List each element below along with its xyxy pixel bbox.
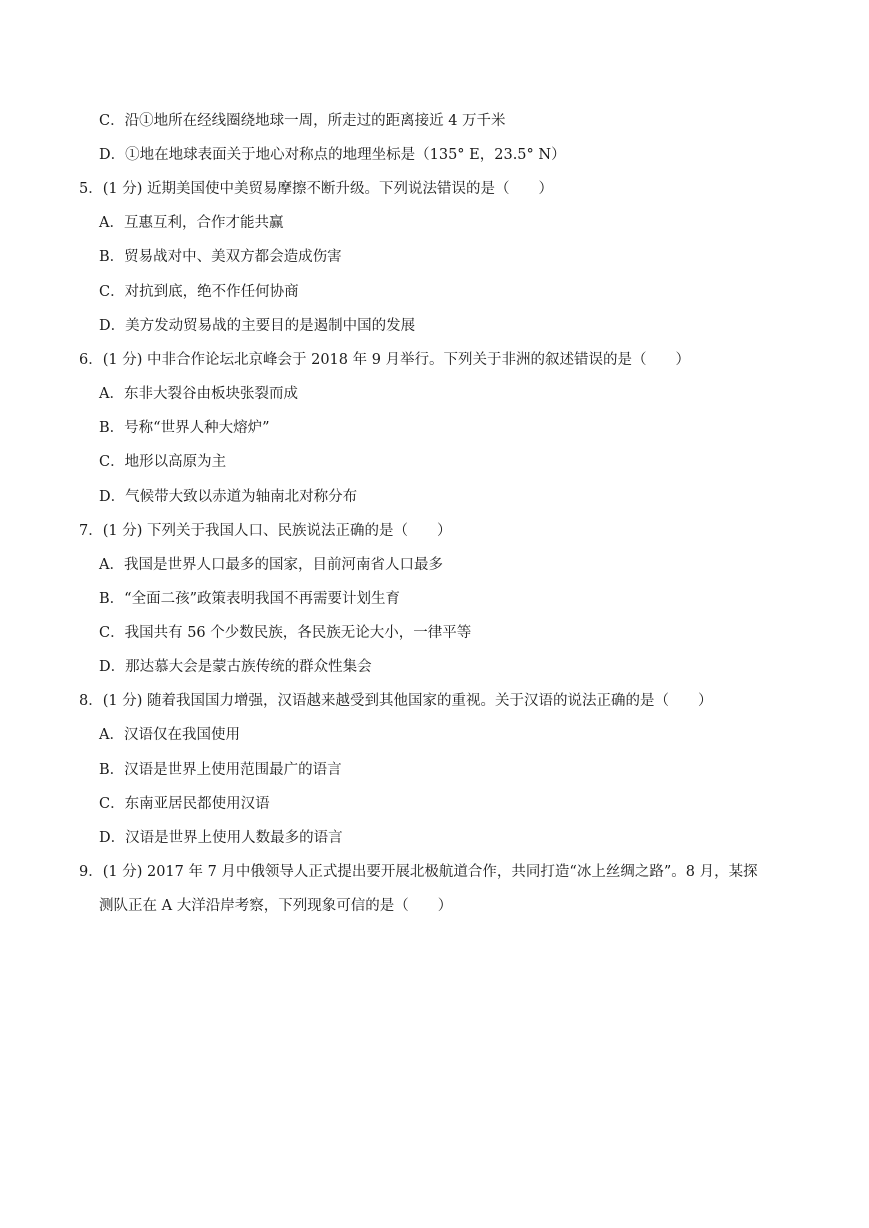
- q5-option-c: C．对抗到底，绝不作任何协商: [99, 284, 299, 300]
- q6-option-b: B．号称“世界人种大熔炉”: [99, 420, 270, 436]
- q5-option-a: A．互惠互利，合作才能共赢: [99, 215, 284, 231]
- q6-option-a: A．东非大裂谷由板块张裂而成: [99, 386, 298, 402]
- q6-option-c: C．地形以高原为主: [99, 454, 227, 470]
- q8-option-c: C．东南亚居民都使用汉语: [99, 796, 270, 812]
- q4-option-d: D．①地在地球表面关于地心对称点的地理坐标是（135° E，23.5° N）: [99, 147, 566, 163]
- q5-option-d: D．美方发动贸易战的主要目的是遏制中国的发展: [99, 318, 416, 334]
- q8-option-d: D．汉语是世界上使用人数最多的语言: [99, 830, 343, 846]
- q5-stem: 5．(1 分) 近期美国使中美贸易摩擦不断升级。下列说法错误的是（ ）: [79, 181, 553, 197]
- q9-stem-continued: 测队正在 A 大洋沿岸考察，下列现象可信的是（ ）: [99, 898, 453, 914]
- q6-option-d: D．气候带大致以赤道为轴南北对称分布: [99, 489, 358, 505]
- q8-option-b: B．汉语是世界上使用范围最广的语言: [99, 762, 342, 778]
- q6-stem: 6．(1 分) 中非合作论坛北京峰会于 2018 年 9 月举行。下列关于非洲的叙述错误的是（ ）: [79, 352, 691, 368]
- q7-option-c: C．我国共有 56 个少数民族，各民族无论大小，一律平等: [99, 625, 472, 641]
- q7-option-b: B．“全面二孩”政策表明我国不再需要计划生育: [99, 591, 400, 607]
- q7-option-d: D．那达慕大会是蒙古族传统的群众性集会: [99, 659, 372, 675]
- q8-option-a: A．汉语仅在我国使用: [99, 727, 240, 743]
- q7-option-a: A．我国是世界人口最多的国家，目前河南省人口最多: [99, 557, 443, 573]
- q5-option-b: B．贸易战对中、美双方都会造成伤害: [99, 249, 342, 265]
- q4-option-c: C．沿①地所在经线圈绕地球一周，所走过的距离接近 4 万千米: [99, 113, 506, 129]
- q7-stem: 7．(1 分) 下列关于我国人口、民族说法正确的是（ ）: [79, 523, 452, 539]
- q8-stem: 8．(1 分) 随着我国国力增强，汉语越来越受到其他国家的重视。关于汉语的说法正确的是（ ）: [79, 693, 713, 709]
- q9-stem: 9．(1 分) 2017 年 7 月中俄领导人正式提出要开展北极航道合作，共同打造“冰上丝绸之路”。8 月，某探: [79, 864, 758, 880]
